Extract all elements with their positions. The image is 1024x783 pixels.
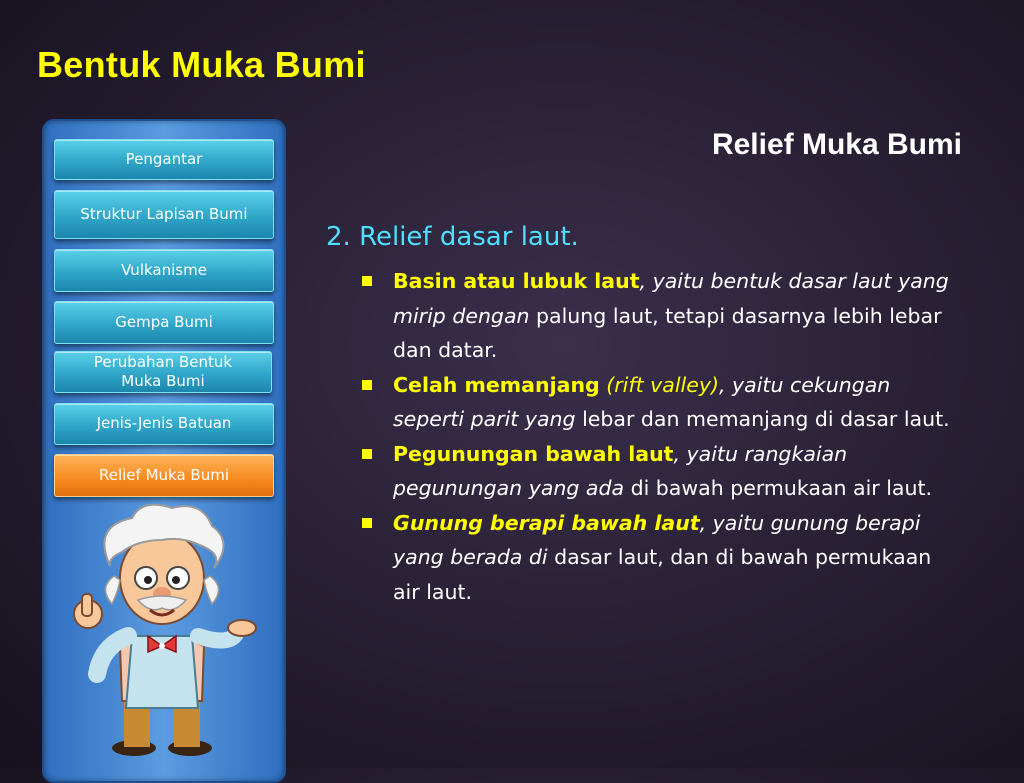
square-bullet-icon bbox=[362, 449, 372, 459]
slide-title: Bentuk Muka Bumi bbox=[37, 44, 366, 85]
content-heading: 2. Relief dasar laut. bbox=[326, 222, 579, 252]
bullet-description-italic: , yaitu rangkaian pegunungan yang ada bbox=[393, 441, 848, 500]
bullet-description-italic: , yaitu gunung berapi yang berada di bbox=[393, 510, 921, 569]
bullet-item bbox=[360, 368, 960, 437]
nav-button-struktur-lapisan-bumi[interactable]: Struktur Lapisan Bumi bbox=[54, 190, 274, 239]
bullet-term: Basin atau lubuk laut bbox=[393, 269, 640, 293]
bullet-description-italic: , yaitu cekungan seperti parit yang bbox=[393, 372, 891, 431]
nav-button-relief-muka-bumi[interactable]: Relief Muka Bumi bbox=[54, 454, 274, 497]
bullet-description: dasar laut, dan di bawah permukaan air laut. bbox=[393, 545, 932, 604]
nav-button-gempa-bumi[interactable]: Gempa Bumi bbox=[54, 301, 274, 344]
bullet-item bbox=[360, 437, 960, 506]
nav-button-pengantar[interactable]: Pengantar bbox=[54, 139, 274, 180]
bullet-description: lebar dan memanjang di dasar laut. bbox=[575, 407, 950, 431]
square-bullet-icon bbox=[362, 276, 372, 286]
bullet-description: palung laut, tetapi dasarnya lebih lebar dan datar. bbox=[393, 303, 942, 362]
section-subtitle: Relief Muka Bumi bbox=[711, 128, 962, 161]
bullet-description: di bawah permukaan air laut. bbox=[624, 476, 933, 500]
bullet-term-extra: (rift valley) bbox=[599, 372, 719, 397]
bullet-description-italic: , yaitu bentuk dasar laut yang mirip dengan bbox=[393, 269, 949, 328]
mascot-character bbox=[62, 496, 262, 761]
square-bullet-icon bbox=[362, 380, 372, 390]
square-bullet-icon bbox=[362, 518, 372, 528]
nav-button-perubahan-bentuk-muka-bumi[interactable]: Perubahan Bentuk Muka Bumi bbox=[54, 351, 272, 393]
nav-button-jenis-jenis-batuan[interactable]: Jenis-Jenis Batuan bbox=[54, 403, 274, 445]
bullet-item bbox=[360, 506, 960, 610]
bullet-item bbox=[360, 264, 960, 368]
bullet-list bbox=[360, 264, 960, 609]
bullet-term: Celah memanjang bbox=[393, 372, 600, 397]
bullet-term: Pegunungan bawah laut bbox=[393, 441, 674, 466]
nav-button-vulkanisme[interactable]: Vulkanisme bbox=[54, 249, 274, 292]
bullet-term: Gunung berapi bawah laut bbox=[393, 510, 700, 535]
